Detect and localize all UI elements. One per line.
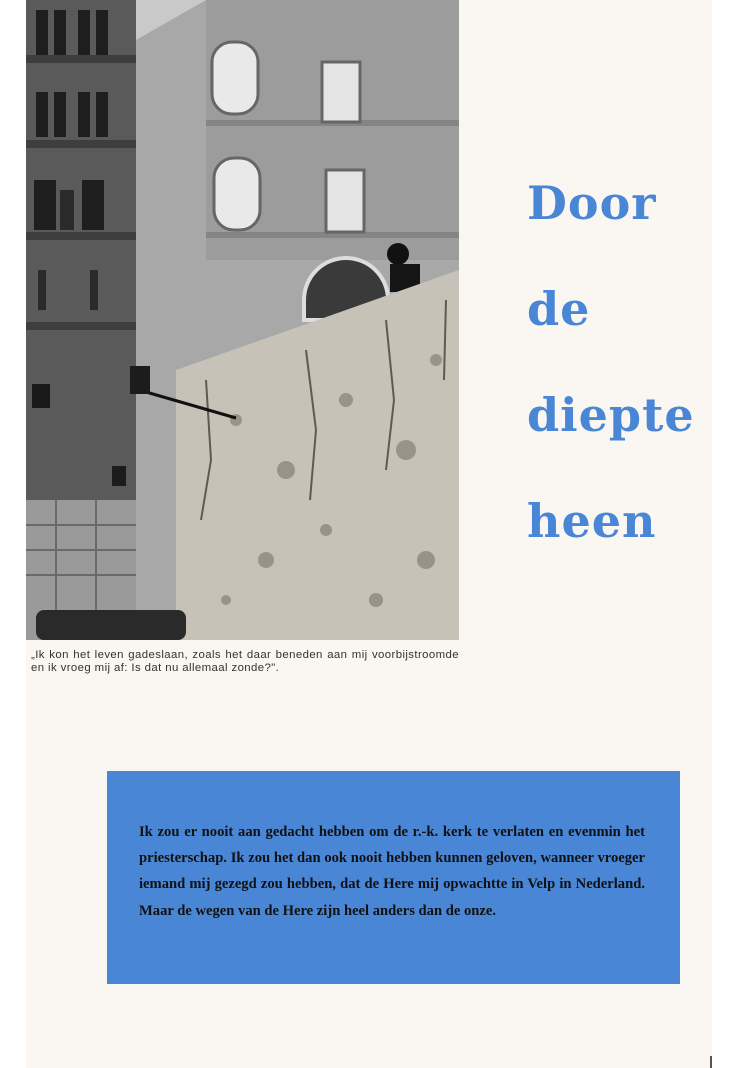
title-line-2: de <box>527 282 591 336</box>
intro-box <box>107 771 680 984</box>
article-title <box>527 176 695 604</box>
street-photo <box>26 0 459 640</box>
photo-caption: „Ik kon het leven gadeslaan, zoals het daar beneden aan mij voorbijstroomde en ik vroeg mij af: Is dat nu allemaal zonde?". <box>31 649 459 674</box>
title-line-3: diepte <box>527 388 695 442</box>
intro-text: Ik zou er nooit aan gedacht hebben om de r.-k. kerk te verlaten en evenmin het priesterschap. Ik zou het dan ook nooit hebben kunnen geloven, wanneer vroeger iemand mij gezegd zou hebben, dat de Here mij opwachtte in Velp in Nederland. Maar de wegen van de Here zijn heel anders dan de onze. <box>139 824 645 919</box>
photo-illustration <box>26 0 459 640</box>
title-line-1: Door <box>527 176 657 230</box>
title-line-4: heen <box>527 494 657 548</box>
page-edge-mark <box>710 1056 712 1068</box>
